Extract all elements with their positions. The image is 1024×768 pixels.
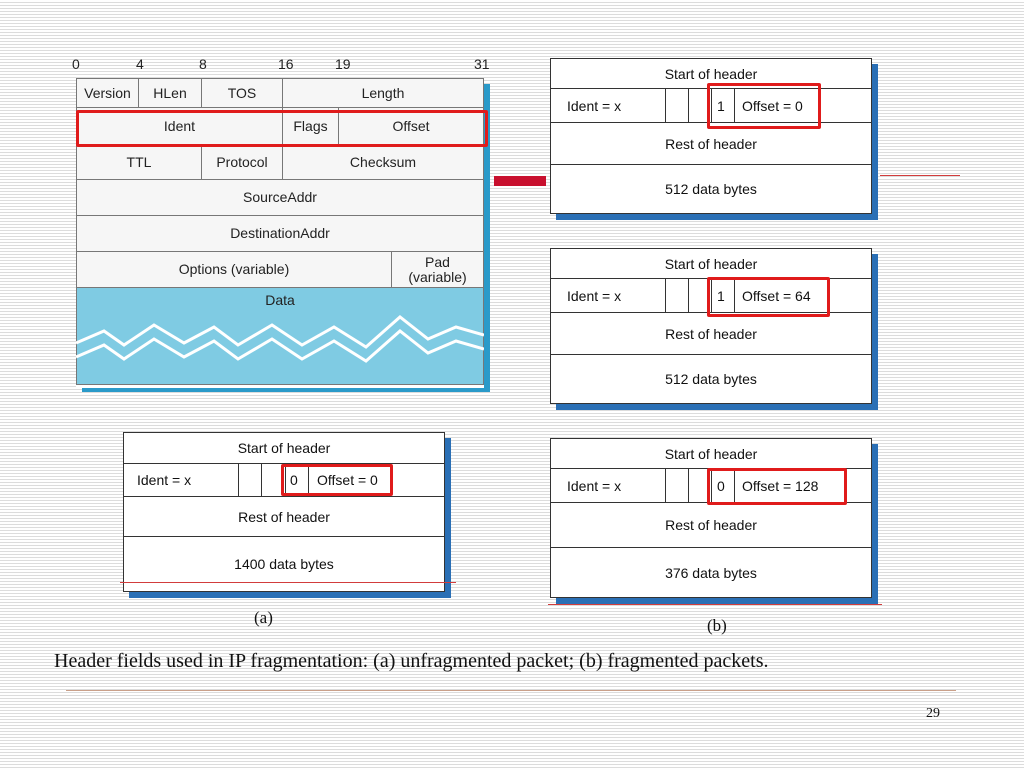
rest-of-header: Rest of header [551, 503, 871, 548]
flag-offset-highlight [707, 277, 830, 317]
packet-box [123, 432, 445, 592]
ident-value: Ident = x [567, 287, 622, 304]
bit-label-0: 0 [72, 56, 80, 72]
rest-of-header: Rest of header [551, 123, 871, 165]
divider [665, 279, 666, 312]
data-bytes: 376 data bytes [665, 564, 757, 581]
offset-value: Offset = 0 [742, 97, 803, 114]
offset-value: Offset = 0 [317, 472, 378, 488]
offset-value: Offset = 64 [742, 287, 811, 304]
flag-value: 1 [717, 287, 725, 304]
field-ttl: TTL [76, 144, 202, 180]
divider [261, 464, 262, 496]
decorative-red-line-a [120, 582, 456, 583]
bit-label-31: 31 [474, 56, 490, 72]
label-b: (b) [707, 616, 727, 635]
flag-offset-highlight [707, 83, 821, 129]
divider [688, 279, 689, 312]
start-of-header: Start of header [551, 439, 871, 469]
flag-offset-highlight [707, 468, 847, 505]
data-bytes: 512 data bytes [665, 181, 757, 197]
field-flags: Flags [282, 107, 339, 145]
fragment-3 [550, 438, 880, 604]
start-of-header: Start of header [551, 59, 871, 89]
field-destination-addr: DestinationAddr [76, 215, 484, 252]
field-checksum: Checksum [282, 144, 484, 180]
data-bytes: 512 data bytes [665, 371, 757, 387]
bit-label-8: 8 [199, 56, 207, 72]
flag-value: 1 [717, 97, 725, 114]
flag-value: 0 [717, 477, 725, 494]
footer-divider [66, 690, 956, 691]
connector-bar [494, 176, 546, 186]
ip-header-diagram [60, 56, 500, 392]
label-a: (a) [254, 608, 273, 627]
field-source-addr: SourceAddr [76, 179, 484, 216]
data-bytes: 1400 data bytes [234, 556, 334, 572]
divider [665, 469, 666, 502]
decorative-red-line-right [880, 175, 960, 176]
start-of-header: Start of header [551, 249, 871, 279]
field-ident: Ident [76, 107, 283, 145]
packet-box [550, 58, 872, 214]
zigzag-break [76, 287, 484, 385]
bit-label-19: 19 [335, 56, 351, 72]
bit-label-4: 4 [136, 56, 144, 72]
ident-value: Ident = x [567, 97, 622, 114]
fragment-1 [550, 58, 880, 220]
data-area [76, 287, 484, 385]
offset-value: Offset = 128 [742, 477, 819, 494]
unfragmented-packet [123, 432, 451, 600]
bit-label-16: 16 [278, 56, 294, 72]
start-of-header: Start of header [124, 433, 444, 464]
ident-value: Ident = x [567, 477, 622, 494]
figure-caption: Header fields used in IP fragmentation: (a) unfragmented packet; (b) fragmented packets. [54, 650, 769, 672]
packet-box [550, 438, 872, 598]
field-tos: TOS [201, 78, 283, 108]
divider [238, 464, 239, 496]
field-hlen: HLen [138, 78, 202, 108]
flag-offset-highlight [281, 464, 393, 496]
field-options: Options (variable) [76, 251, 392, 288]
field-length: Length [282, 78, 484, 108]
rest-of-header: Rest of header [124, 497, 444, 537]
divider [688, 469, 689, 502]
page-number: 29 [926, 706, 940, 721]
field-protocol: Protocol [201, 144, 283, 180]
fragment-2 [550, 248, 880, 410]
decorative-red-line-b [548, 604, 882, 605]
ident-value: Ident = x [137, 472, 192, 488]
field-pad: Pad (variable) [391, 251, 484, 288]
rest-of-header: Rest of header [551, 313, 871, 355]
packet-box [550, 248, 872, 404]
field-version: Version [76, 78, 139, 108]
divider [688, 89, 689, 122]
data-label: Data [265, 292, 295, 308]
flag-value: 0 [290, 472, 298, 488]
ident-flags-offset-highlight [76, 110, 488, 147]
field-offset: Offset [338, 107, 484, 145]
divider [665, 89, 666, 122]
